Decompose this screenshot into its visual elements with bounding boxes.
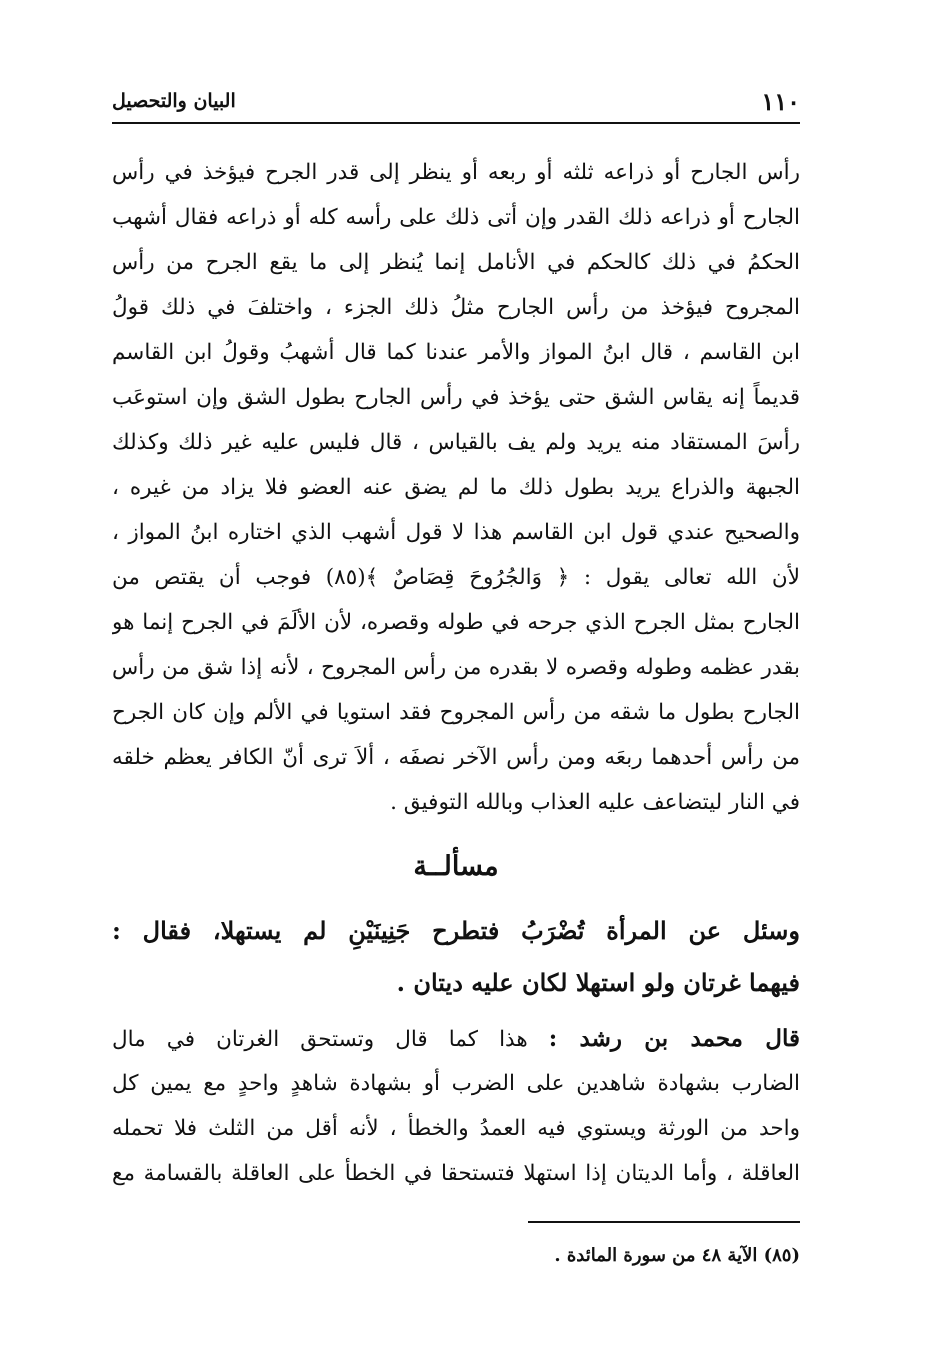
footnote: (٨٥) الآية ٤٨ من سورة المائدة . — [554, 1245, 800, 1266]
text-line: الجبهة والذراع يريد بطول ذلك ما لم يضق عنه العضو فلا يزاد من غيره ، — [112, 475, 800, 500]
text-line: لأن الله تعالى يقول : ﴿ وَالجُرُوحَ قِصَاصٌ ﴾(٨٥) فوجب أن يقتص من — [112, 565, 800, 590]
question-line: وسئل عن المرأة تُضْرَبُ فتطرح جَنِينَيْنِ لم يستهلا، فقال : — [112, 916, 800, 945]
text-line: بقدر عظمه وطوله وقصره لا بقدره من رأس المجروح ، لأنه إذا شق من رأس — [112, 655, 800, 680]
book-title: البيان والتحصيل — [112, 90, 236, 112]
question-line: فيهما غرتان ولو استهلا لكان عليه ديتان . — [396, 968, 800, 997]
text-line: رأسَ المستقاد منه يريد ولم يف بالقياس ، قال فليس عليه غير ذلك وكذلك — [112, 430, 800, 455]
text-line: رأس الجارح أو ذراعه ثلثه أو ربعه أو ينظر إلى قدر الجرح فيؤخذ في رأس — [112, 160, 800, 185]
text-line: والصحيح عندي قول ابن القاسم هذا لا قول أشهب الذي اختاره ابنُ المواز ، — [112, 520, 800, 545]
text-line: الجارح بطول ما شقه من رأس المجروح فقد استويا في الألم وإن كان الجرح — [112, 700, 800, 725]
answer-first-line-text: هذا كما قال وتستحق الغرتان في مال — [112, 1027, 528, 1052]
text-line: الحكمُ في ذلك كالحكم في الأنامل إنما يُنظر إلى ما يقع الجرح من رأس — [112, 250, 800, 275]
text-line: واحد من الورثة ويستوي فيه العمدُ والخطأ ، لأنه أقل من الثلث فلا تحمله — [112, 1116, 800, 1141]
text-line: الضارب بشهادة شاهدين على الضرب أو بشهادة شاهدٍ واحدٍ مع يمين كل — [112, 1071, 800, 1096]
main-paragraph — [112, 150, 800, 825]
text-line: من رأس أحدهما ربعَه ومن رأس الآخر نصفَه ، ألاَ ترى أنّ الكافر يعظم خلقه — [112, 745, 800, 770]
running-header — [112, 84, 800, 124]
text-line: قديماً إنه يقاس الشق حتى يؤخذ في رأس الجارح بطول الشق وإن استوعَب — [112, 385, 800, 410]
text-line: العاقلة ، وأما الديتان إذا استهلا فتستحقا في الخطأ على العاقلة بالقسامة مع — [112, 1161, 800, 1186]
text-line: ابن القاسم ، قال ابنُ المواز والأمر عندنا كما قال أشهبُ وقولُ ابن القاسم — [112, 340, 800, 365]
text-line: الجارح بمثل الجرح الذي جرحه في طوله وقصره، لأن الألَمَ في الجرح إنما هو — [112, 610, 800, 635]
text-line: الجارح أو ذراعه ذلك القدر وإن أتى ذلك على رأسه كله أو ذراعه فقال أشهب — [112, 205, 800, 230]
footnote-divider — [528, 1221, 800, 1223]
text-line: المجروح فيؤخذ من رأس الجارح مثلُ ذلك الجزء ، واختلفَ في ذلك قولُ — [112, 295, 800, 320]
answer-first-line — [112, 1016, 800, 1061]
section-heading: مسألــة — [413, 851, 499, 882]
speaker-label: قال محمد بن رشد : — [548, 1025, 800, 1052]
text-line: في النار ليتضاعف عليه العذاب وبالله التوفيق . — [390, 790, 800, 815]
answer-paragraph — [112, 1016, 800, 1196]
page-number: ١١٠ — [761, 86, 800, 116]
question-paragraph — [112, 905, 800, 1009]
